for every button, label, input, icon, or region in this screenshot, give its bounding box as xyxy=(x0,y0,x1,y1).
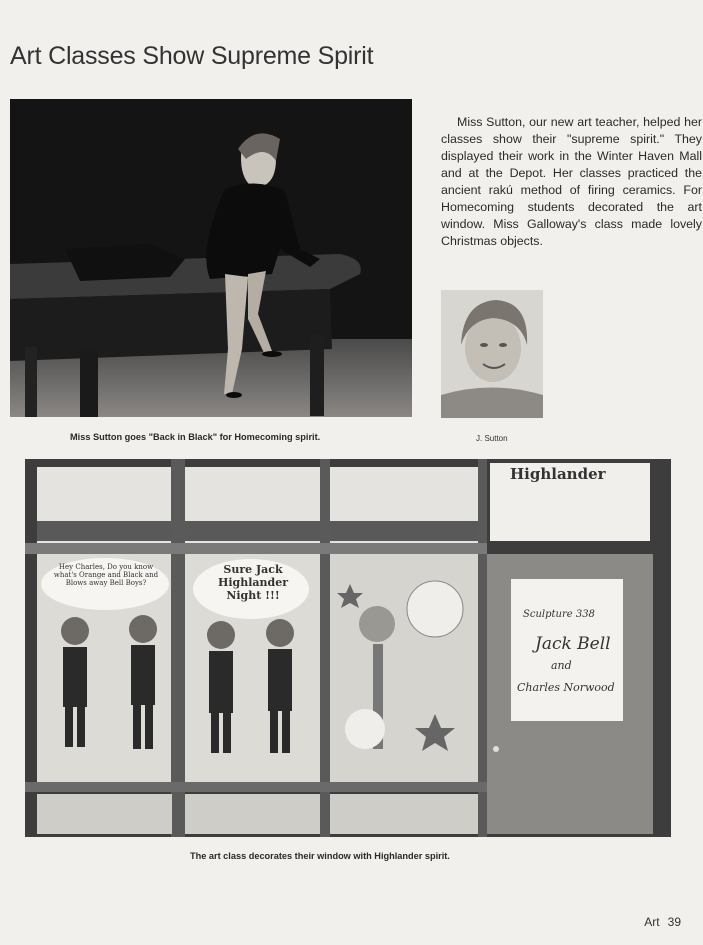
photo-teacher-on-piano xyxy=(10,99,412,417)
sign-highlander: Highlander xyxy=(510,465,606,483)
folio-section: Art xyxy=(644,915,660,929)
door-sign-line2: Jack Bell xyxy=(535,634,611,654)
page-title: Art Classes Show Supreme Spirit xyxy=(10,42,374,70)
caption-window-photo: The art class decorates their window with Highlander spirit. xyxy=(190,851,450,861)
photo-portrait-sutton xyxy=(441,290,543,418)
door-sign-line3: and xyxy=(551,659,572,672)
door-sign-line1: Sculpture 338 xyxy=(523,609,595,620)
door-sign-line4: Charles Norwood xyxy=(517,681,615,694)
speech-bubble-left: Hey Charles, Do you know what's Orange and Black and Blows away Bell Boys? xyxy=(53,563,159,587)
page-number: 39 xyxy=(667,915,681,929)
caption-teacher-photo: Miss Sutton goes "Back in Black" for Homecoming spirit. xyxy=(70,432,321,442)
photo-decorated-window xyxy=(25,459,671,837)
article-body: Miss Sutton, our new art teacher, helped her classes show their "supreme spirit." They displayed their work in the Winter Haven Mall and at the Depot. Her classes practiced the ancient rakú method of firing ceramics. For Homecoming students decorated the art window. Miss Galloway's class made lovely Christmas objects. xyxy=(441,115,702,248)
page-folio xyxy=(644,915,681,929)
speech-bubble-right: Sure Jack Highlander Night !!! xyxy=(217,563,289,602)
caption-portrait: J. Sutton xyxy=(476,434,508,443)
